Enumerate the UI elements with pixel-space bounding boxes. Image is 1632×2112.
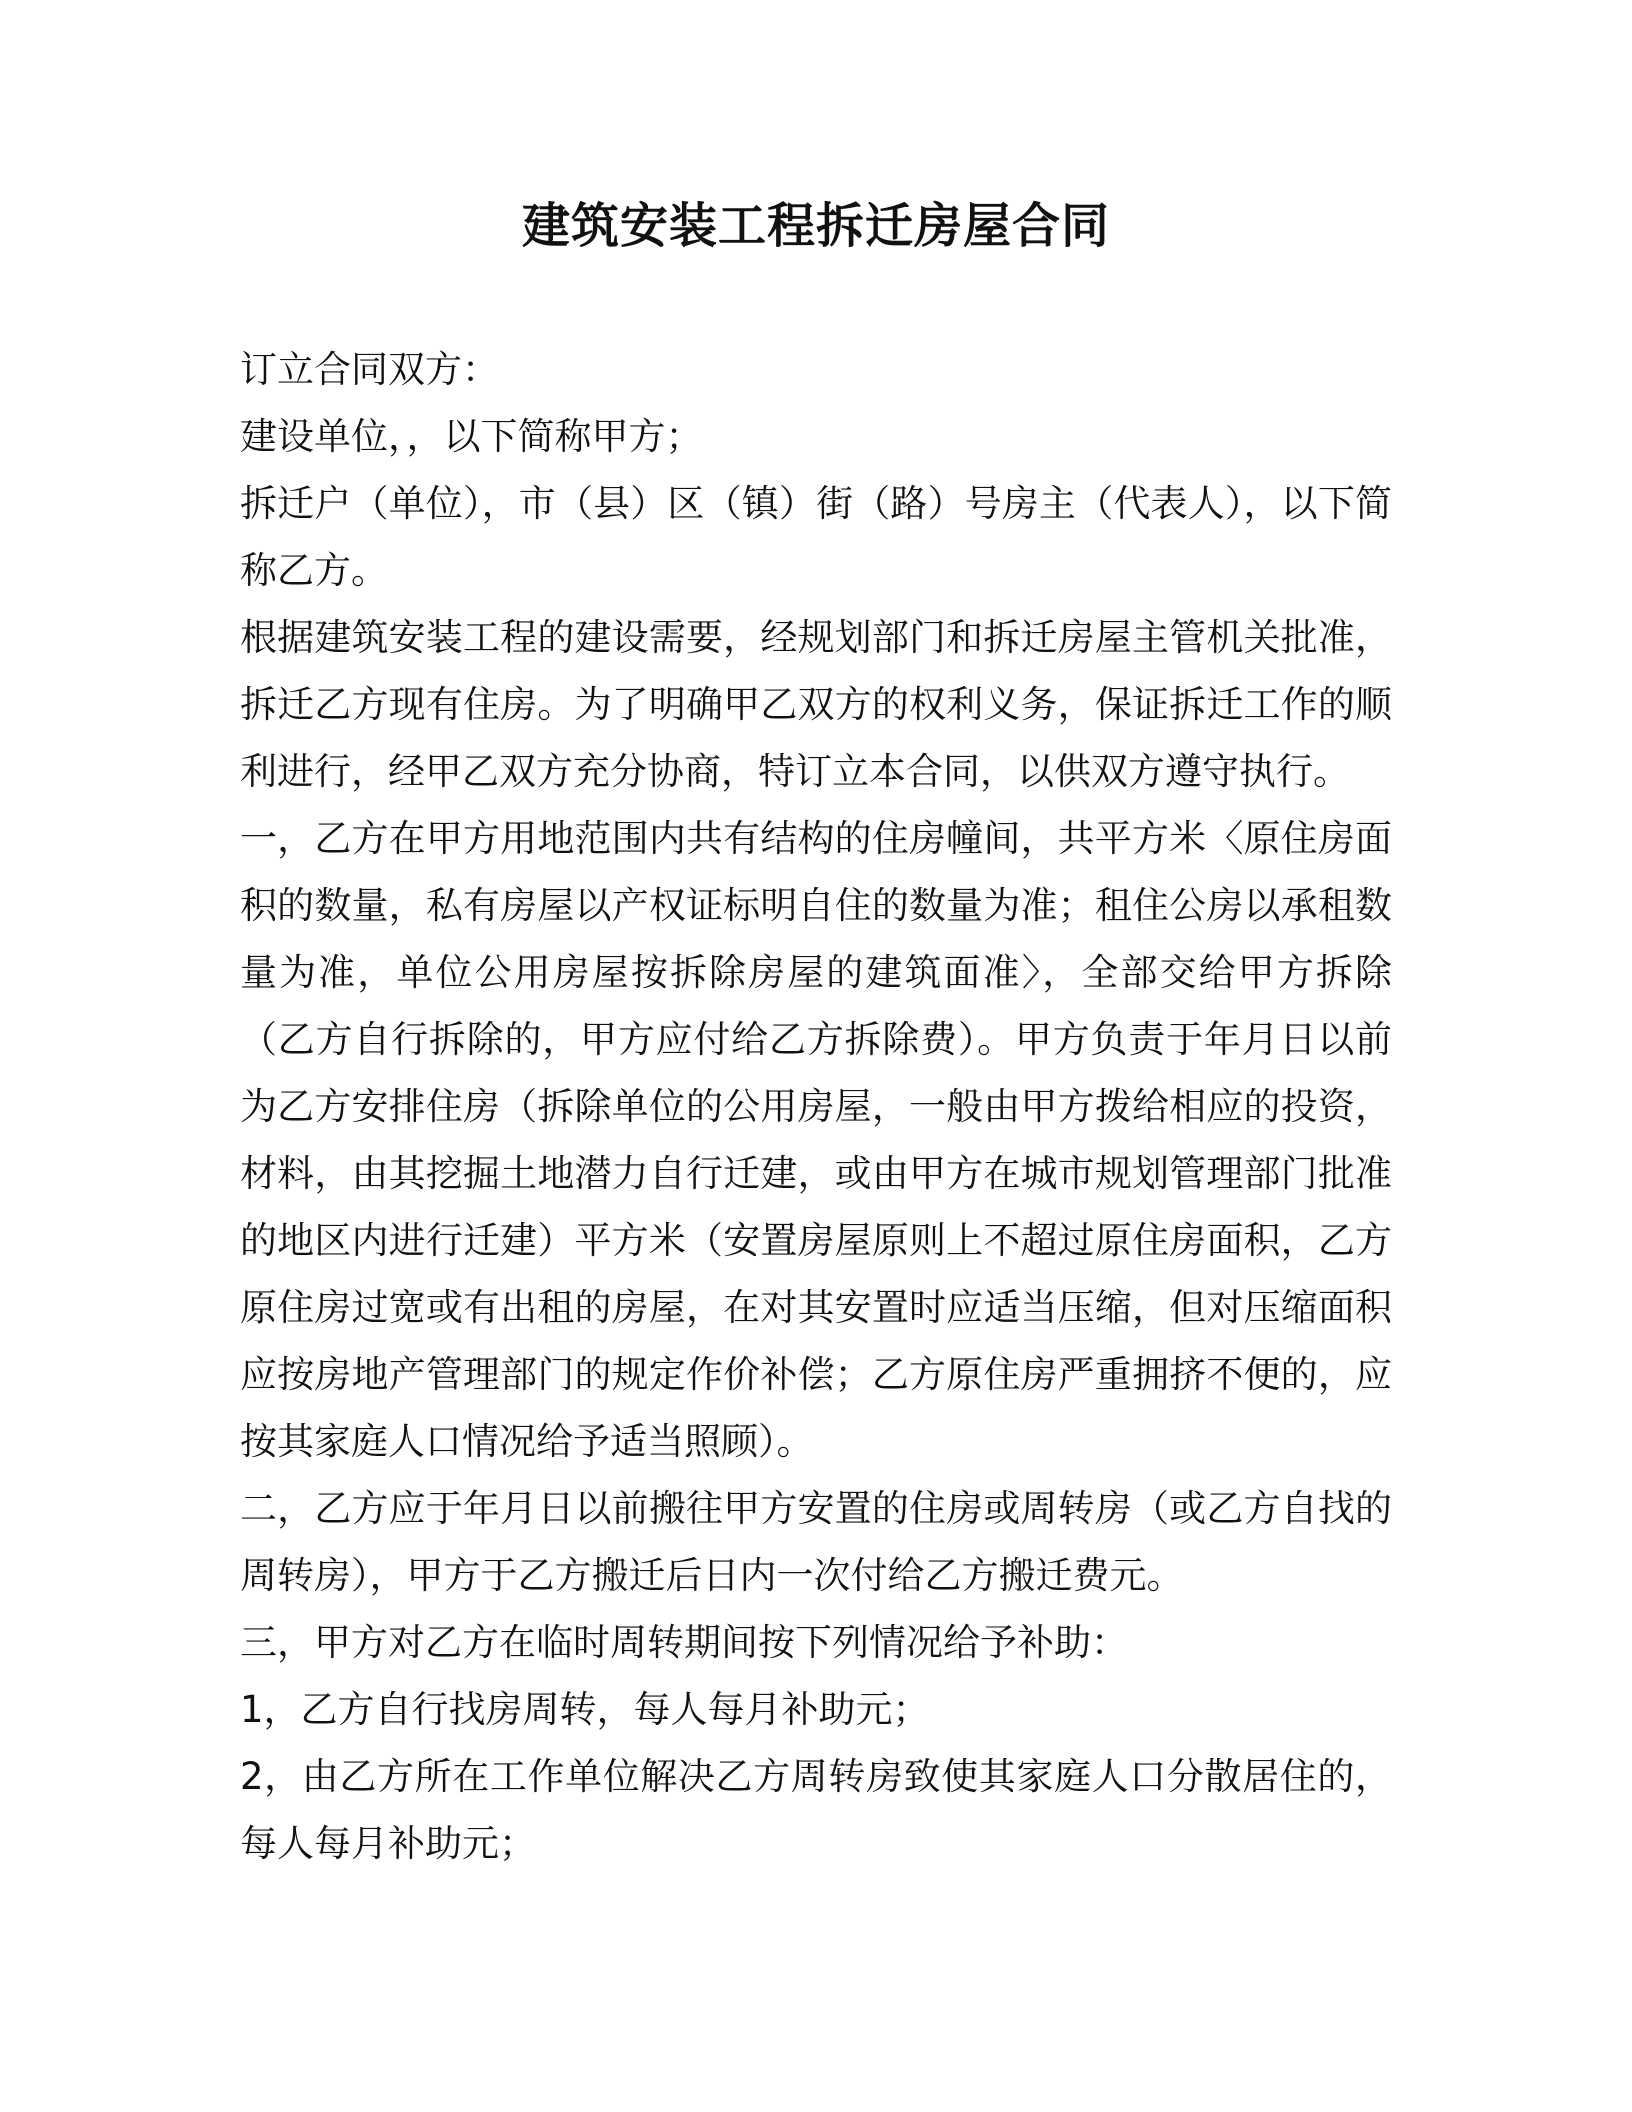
paragraph-clause-1: 一，乙方在甲方用地范围内共有结构的住房幢间，共平方米〈原住房面积的数量，私有房屋以产权证标明自住的数量为准；租住公房以承租数量为准，单位公用房屋按拆除房屋的建筑面准〉，全部交给甲方拆除（乙方自行拆除的，甲方应付给乙方拆除费）。甲方负责于年月日以前为乙方安排住房（拆除单位的公用房屋，一般由甲方拨给相应的投资，材料，由其挖掘土地潜力自行迁建，或由甲方在城市规划管理部门批准的地区内进行迁建）平方米（安置房屋原则上不超过原住房面积，乙方原住房过宽或有出租的房屋，在对其安置时应适当压缩，但对压缩面积应按房地产管理部门的规定作价补偿；乙方原住房严重拥挤不便的，应按其家庭人口情况给予适当照顾）。 — [240, 817, 1392, 1463]
paragraph-clause-3: 三，甲方对乙方在临时周转期间按下列情况给予补助： — [240, 1621, 1128, 1664]
paragraph-preamble: 根据建筑安装工程的建设需要，经规划部门和拆迁房屋主管机关批准，拆迁乙方现有住房。为了明确甲乙双方的权利义务，保证拆迁工作的顺利进行，经甲乙双方充分协商，特订立本合同，以供双方遵守执行。 — [240, 616, 1392, 793]
paragraph-party-a: 建设单位，，以下简称甲方； — [240, 415, 703, 458]
paragraph-parties-heading: 订立合同双方： — [240, 348, 499, 391]
paragraph-clause-2: 二，乙方应于年月日以前搬往甲方安置的住房或周转房（或乙方自找的周转房），甲方于乙方搬迁后日内一次付给乙方搬迁费元。 — [240, 1487, 1392, 1597]
paragraph-clause-3-item-2: 2，由乙方所在工作单位解决乙方周转房致使其家庭人口分散居住的，每人每月补助元； — [240, 1755, 1392, 1865]
document-title: 建筑安装工程拆迁房屋合同 — [521, 198, 1110, 254]
paragraph-party-b: 拆迁户（单位），市（县）区（镇）街（路）号房主（代表人），以下简称乙方。 — [240, 482, 1392, 592]
paragraph-clause-3-item-1: 1，乙方自行找房周转，每人每月补助元； — [240, 1688, 930, 1731]
document-body — [240, 336, 1392, 1877]
